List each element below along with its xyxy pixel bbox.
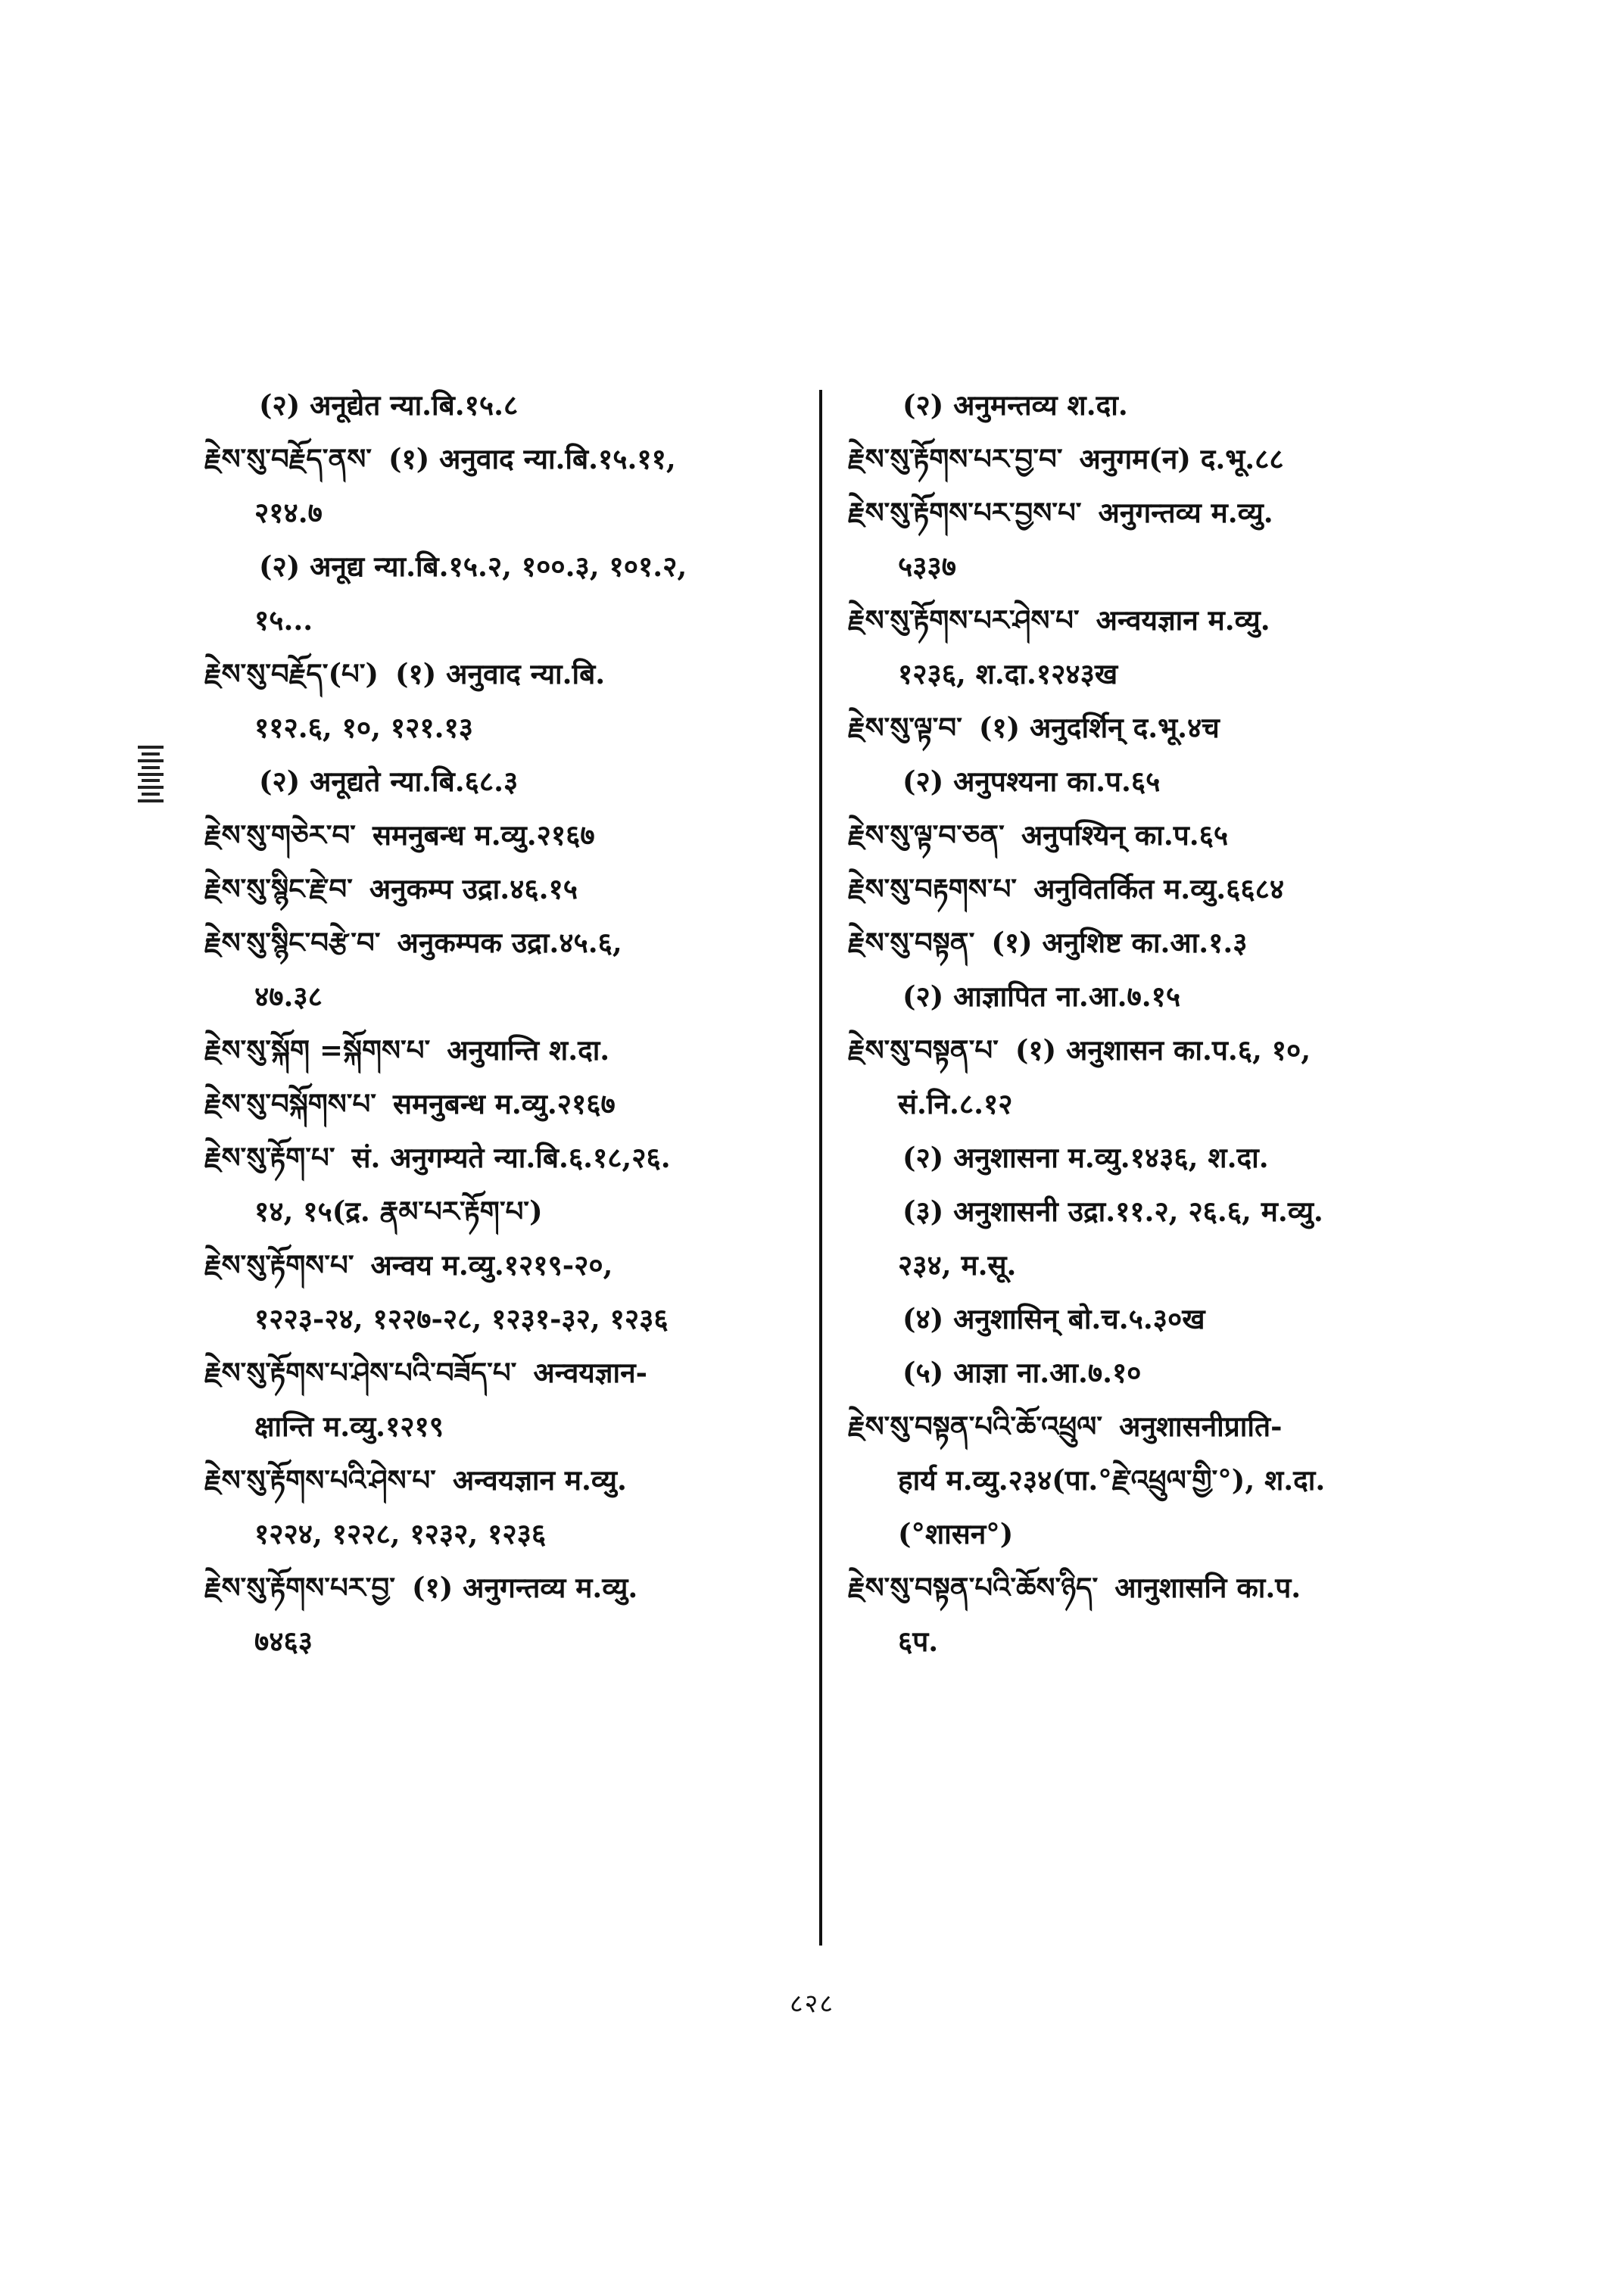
tibetan-headword: རྗེས་སུ་རྟོགས་པ་ [204,1248,354,1282]
margin-mark-icon [138,746,164,802]
entry-line [848,486,1454,540]
sanskrit-equivalent: अन्वयज्ञान म.व्यु. [452,1463,627,1497]
sanskrit-equivalent: (°शासन°) [898,1517,1014,1550]
entry-line [848,1561,1454,1615]
entry-line [204,1077,810,1131]
entry-line [848,916,1454,970]
sanskrit-equivalent: (१) अनुदर्शिन् द.भू.४च [978,711,1220,744]
entry-line [204,1185,810,1238]
right-column [848,379,1454,1668]
tibetan-headword: རྗེས་སུ་བརྗོད་ནས་ [204,442,372,475]
tibetan-headword: རྗེས་སུ་བརྗོད་(པ་) [204,657,379,690]
entry-line [848,540,1454,594]
entry-line [848,1023,1454,1077]
tibetan-headword: རྗེས་སུ་བསྐོགས་པ་ [204,1087,377,1120]
sanskrit-equivalent: (२) आज्ञापित ना.आ.७.१५ [902,980,1181,1013]
sanskrit-equivalent: १२३६, श.दा.१२४३ख [898,657,1118,690]
sanskrit-equivalent: अनुकम्पक उद्रा.४५.६, [397,926,622,959]
entry-line [204,1346,810,1400]
sanskrit-equivalent: १४, १५(द्र. རྣམ་པར་རྟོག་པ་) [254,1195,543,1228]
entry-line [204,540,810,594]
entry-line [204,1131,810,1185]
entry-line [848,1346,1454,1400]
entry-line [204,701,810,755]
entry-line [848,1077,1454,1131]
sanskrit-equivalent: समनुबन्ध म.व्यु.२१६७ [393,1087,616,1120]
sanskrit-equivalent: १२२४, १२२८, १२३२, १२३६ [254,1517,547,1550]
entry-line [204,862,810,916]
tibetan-headword: རྗེས་སུ་བསྟན་པའི་ཆོས་ཉིད་ [848,1571,1099,1604]
sanskrit-equivalent: (४) अनुशासिन् बो.च.५.३०ख [902,1302,1205,1335]
tibetan-headword: རྗེས་སུ་ལྟ་བ་ཅན་ [848,818,1005,852]
entry-line [204,755,810,808]
sanskrit-equivalent: अनुपश्यिन् का.प.६५ [1021,818,1229,852]
sanskrit-equivalent: २१४.७ [254,496,323,529]
tibetan-headword: རྗེས་སུ་སྙིང་རྗེ་བ་ [204,872,353,905]
sanskrit-equivalent: (२) अनुशासना म.व्यु.१४३६, श.दा. [902,1141,1269,1174]
tibetan-headword: རྗེས་སུ་རྟོགས་པར་བྱ་ [204,1571,396,1604]
entry-line [204,432,810,486]
entry-line [204,486,810,540]
sanskrit-equivalent: (२) अनूद्य न्या.बि.१५.२, १००.३, १०१.२, [259,550,687,583]
entry-line [204,1400,810,1453]
tibetan-headword: རྗེས་སུ་བརྟགས་པ་ [848,872,1018,905]
entry-line [204,1561,810,1615]
entry-line [848,432,1454,486]
entry-line [204,379,810,432]
tibetan-headword: རྗེས་སུ་ལྟ་བ་ [848,711,962,744]
sanskrit-equivalent: ५३३७ [898,550,956,583]
entry-line [848,1453,1454,1507]
sanskrit-equivalent: (१) अनुवाद न्या.बि. [395,657,606,690]
sanskrit-equivalent: अनुयान्ति श.दा. [447,1033,610,1067]
sanskrit-equivalent: १५... [254,603,313,637]
entry-line [204,1292,810,1346]
entry-line [204,1023,810,1077]
tibetan-headword: རྗེས་སུ་སྙིང་བརྩེ་བ་ [204,926,381,959]
sanskrit-equivalent: ११२.६, १०, १२१.१३ [254,711,473,744]
entry-line [204,594,810,647]
tibetan-headword: རྗེས་སུ་རྟོགས་པ་ཤེས་པའི་བཟོད་པ་ [204,1356,517,1389]
tibetan-headword: རྗེས་སུ་བསྟན་པའི་ཆོ་འཕྲུལ་ [848,1410,1103,1443]
sanskrit-equivalent: अनुवितर्कित म.व्यु.६६८४ [1033,872,1285,905]
sanskrit-equivalent: सं.नि.८.१२ [898,1087,1013,1120]
entry-line [848,1615,1454,1668]
tibetan-headword: རྗེས་སུ་རྟོགས་པར་བྱས་པ་ [848,496,1082,529]
tibetan-headword: རྗེས་སུ་རྟོགས་པར་བྱ་བ་ [848,442,1063,475]
entry-line [848,1400,1454,1453]
sanskrit-equivalent: ७४६३ [254,1625,313,1658]
entry-line [204,970,810,1023]
sanskrit-equivalent: (२) अनुमन्तव्य श.दा. [902,388,1128,422]
entry-line [204,647,810,701]
entry-line [204,1615,810,1668]
sanskrit-equivalent: २३४, म.सू. [898,1248,1017,1282]
column-divider [819,390,822,1946]
sanskrit-equivalent: अनुगन्तव्य म.व्यु. [1098,496,1273,529]
sanskrit-equivalent: समनुबन्ध म.व्यु.२१६७ [372,818,595,852]
sanskrit-equivalent: सं. अनुगम्यते न्या.बि.६.१८,२६. [351,1141,671,1174]
sanskrit-equivalent: (३) अनुशासनी उद्रा.११.२, २६.६, म.व्यु. [902,1195,1323,1228]
tibetan-headword: རྗེས་སུ་རྟོགས་པར་ཤེས་པ་ [848,603,1080,637]
sanskrit-equivalent: (१) अनुशासन का.प.६, १०, [1015,1033,1311,1067]
entry-line [848,862,1454,916]
sanskrit-equivalent: ६प. [898,1625,939,1658]
sanskrit-equivalent: (१) अनुशिष्ट का.आ.१.३ [991,926,1248,959]
sanskrit-equivalent: (१) अनुवाद न्या.बि.१५.११, [388,442,676,475]
entry-line [848,594,1454,647]
entry-line [204,1507,810,1561]
sanskrit-equivalent: १२२३-२४, १२२७-२८, १२३१-३२, १२३६ [254,1302,669,1335]
entry-line [204,916,810,970]
entry-line [848,1507,1454,1561]
entry-line [848,1292,1454,1346]
sanskrit-equivalent: अनुशासनीप्राति- [1119,1410,1283,1443]
tibetan-headword: རྗེས་སུ་རྟོགས་པའི་ཤེས་པ་ [204,1463,436,1497]
sanskrit-equivalent: (१) अनुगन्तव्य म.व्यु. [412,1571,638,1604]
entry-line [848,970,1454,1023]
tibetan-headword: རྗེས་སུ་བསྟན་ [848,926,975,959]
sanskrit-equivalent: अन्वय म.व्यु.१२१९-२०, [370,1248,613,1282]
tibetan-headword: རྗེས་སུ་སྐོག =སྐོགས་པ་ [204,1033,431,1067]
sanskrit-equivalent: अन्वयज्ञान म.व्यु. [1096,603,1270,637]
entry-line [848,647,1454,701]
entry-line [848,808,1454,862]
sanskrit-equivalent: (५) आज्ञा ना.आ.७.१० [902,1356,1142,1389]
entry-line [848,1238,1454,1292]
sanskrit-equivalent: (२) अनूद्येत न्या.बि.१५.८ [259,388,519,422]
entry-line [204,808,810,862]
entry-line [848,701,1454,755]
entry-line [848,755,1454,808]
entry-line [204,1453,810,1507]
sanskrit-equivalent: अन्वयज्ञान- [533,1356,647,1389]
sanskrit-equivalent: आनुशासनि का.प. [1114,1571,1301,1604]
entry-line [848,379,1454,432]
sanskrit-equivalent: अनुकम्प उद्रा.४६.१५ [369,872,578,905]
entry-line [204,1238,810,1292]
entry-line [848,1131,1454,1185]
left-column [204,379,810,1668]
sanskrit-equivalent: (२) अनुपश्यना का.प.६५ [902,765,1161,798]
sanskrit-equivalent: क्षान्ति म.व्यु.१२१९ [254,1410,444,1443]
tibetan-headword: རྗེས་སུ་བསྟན་པ་ [848,1033,999,1067]
page-number: ८२८ [789,1989,835,2019]
entry-line [848,1185,1454,1238]
sanskrit-equivalent: अनुगम(न) द.भू.८८ [1079,442,1284,475]
tibetan-headword: རྗེས་སུ་གཅེར་བ་ [204,818,356,852]
sanskrit-equivalent: ४७.३८ [254,980,323,1013]
sanskrit-equivalent: (२) अनूद्यते न्या.बि.६८.३ [259,765,519,798]
sanskrit-equivalent: हार्य म.व्यु.२३४(पा.°རྗེ་འཕྲུལ་གྱི་°), श.दा. [898,1463,1326,1497]
tibetan-headword: རྗེས་སུ་རྟོག་པ་ [204,1141,335,1174]
